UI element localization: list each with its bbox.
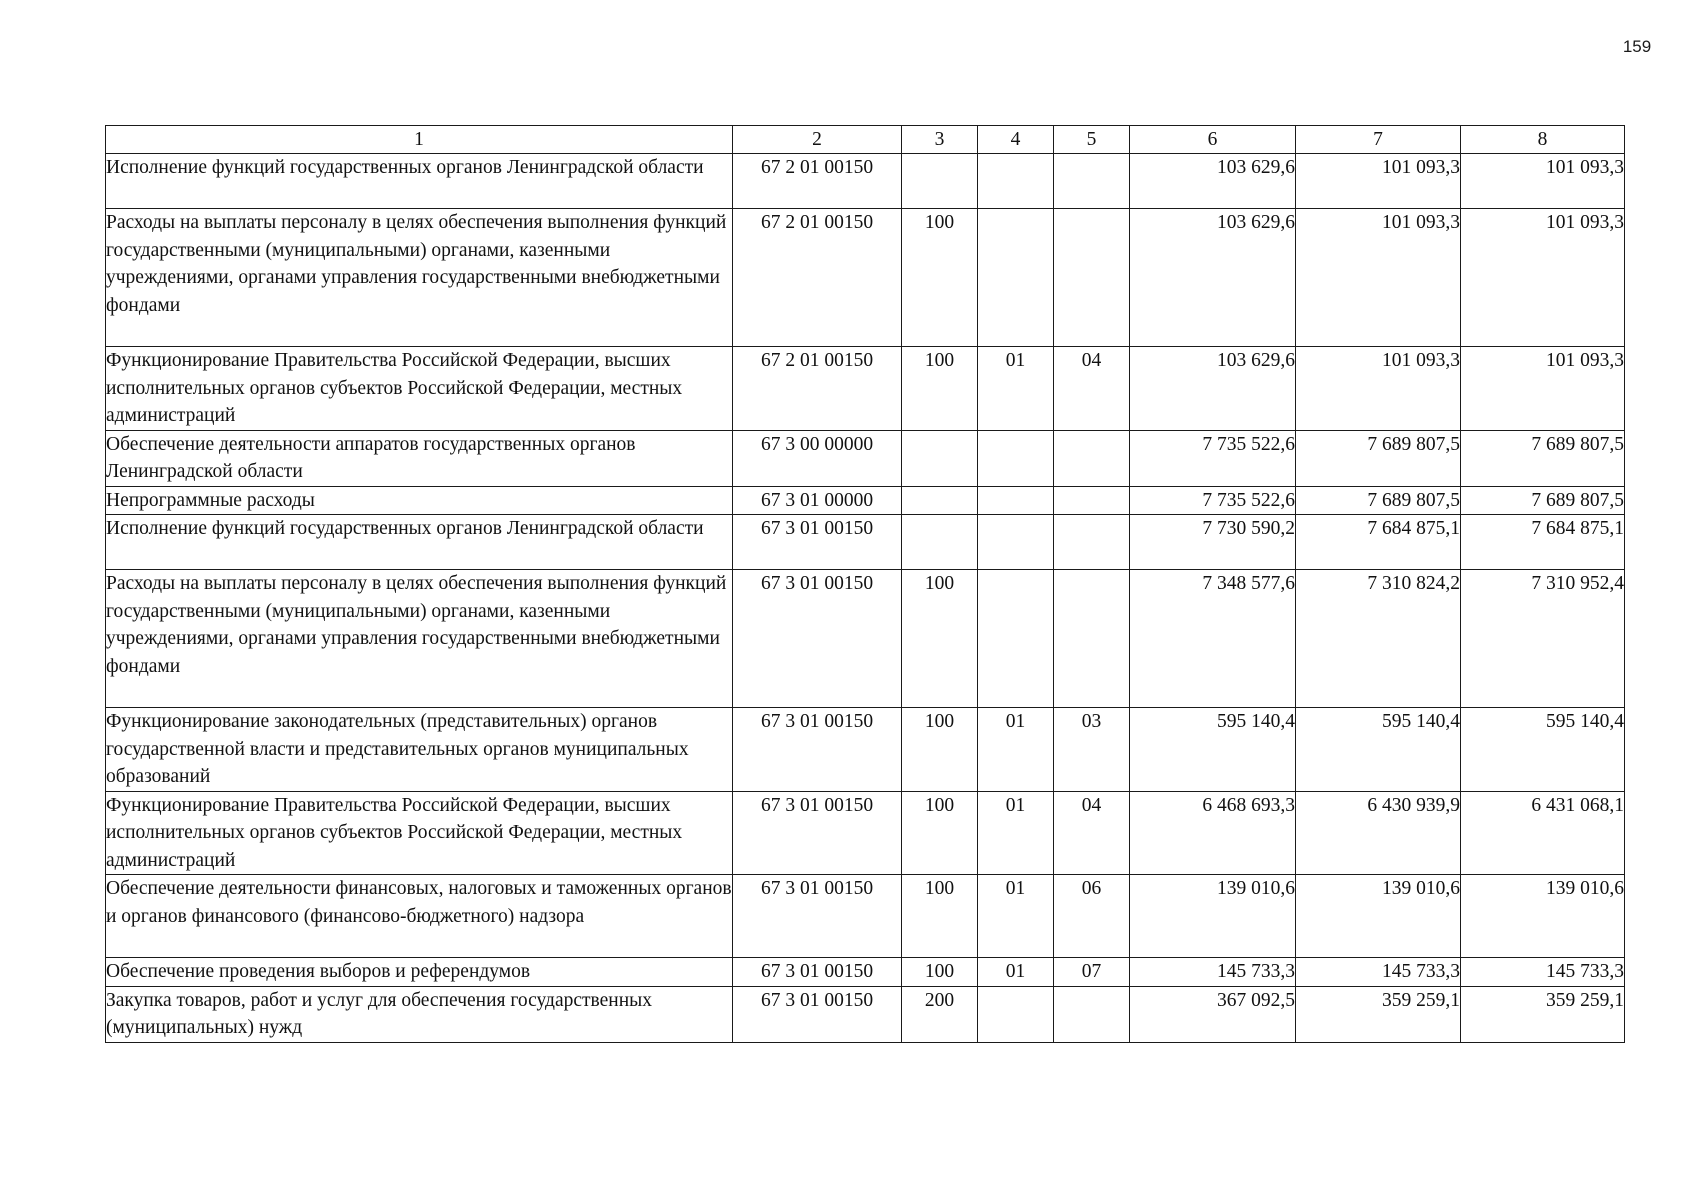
subsection bbox=[1054, 430, 1130, 486]
amount-col7: 145 733,3 bbox=[1296, 958, 1461, 987]
expense-name: Закупка товаров, работ и услуг для обеспечения государственных (муниципальных) нужд bbox=[106, 986, 733, 1042]
amount-col7: 6 430 939,9 bbox=[1296, 791, 1461, 875]
expense-name: Расходы на выплаты персоналу в целях обеспечения выполнения функций государственными (муниципальными) органами, казенными учреждениями, органами управления государственными внебюджетными фондами bbox=[106, 209, 733, 347]
expense-name: Обеспечение проведения выборов и референдумов bbox=[106, 958, 733, 987]
subsection: 04 bbox=[1054, 347, 1130, 431]
expense-name: Обеспечение деятельности аппаратов государственных органов Ленинградской области bbox=[106, 430, 733, 486]
column-header: 4 bbox=[978, 126, 1054, 154]
target-code: 67 3 01 00150 bbox=[733, 986, 902, 1042]
table-row bbox=[106, 875, 1625, 958]
section bbox=[978, 986, 1054, 1042]
amount-col7: 7 310 824,2 bbox=[1296, 570, 1461, 708]
amount-col6: 103 629,6 bbox=[1130, 347, 1296, 431]
amount-col8: 139 010,6 bbox=[1461, 875, 1625, 958]
amount-col7: 7 689 807,5 bbox=[1296, 430, 1461, 486]
expense-name: Непрограммные расходы bbox=[106, 486, 733, 515]
section bbox=[978, 486, 1054, 515]
amount-col7: 101 093,3 bbox=[1296, 209, 1461, 347]
column-header: 6 bbox=[1130, 126, 1296, 154]
target-code: 67 2 01 00150 bbox=[733, 154, 902, 209]
target-code: 67 2 01 00150 bbox=[733, 209, 902, 347]
amount-col6: 103 629,6 bbox=[1130, 209, 1296, 347]
section: 01 bbox=[978, 958, 1054, 987]
expense-type bbox=[902, 154, 978, 209]
section: 01 bbox=[978, 791, 1054, 875]
subsection bbox=[1054, 486, 1130, 515]
amount-col6: 595 140,4 bbox=[1130, 708, 1296, 792]
amount-col8: 7 689 807,5 bbox=[1461, 486, 1625, 515]
expense-type bbox=[902, 486, 978, 515]
column-header: 5 bbox=[1054, 126, 1130, 154]
column-header: 3 bbox=[902, 126, 978, 154]
table-row bbox=[106, 430, 1625, 486]
section bbox=[978, 430, 1054, 486]
amount-col6: 7 735 522,6 bbox=[1130, 486, 1296, 515]
expense-name: Обеспечение деятельности финансовых, налоговых и таможенных органов и органов финансового (финансово-бюджетного) надзора bbox=[106, 875, 733, 958]
subsection bbox=[1054, 570, 1130, 708]
target-code: 67 3 01 00150 bbox=[733, 708, 902, 792]
amount-col8: 145 733,3 bbox=[1461, 958, 1625, 987]
target-code: 67 3 00 00000 bbox=[733, 430, 902, 486]
expense-name: Расходы на выплаты персоналу в целях обеспечения выполнения функций государственными (муниципальными) органами, казенными учреждениями, органами управления государственными внебюджетными фондами bbox=[106, 570, 733, 708]
expense-name: Функционирование законодательных (представительных) органов государственной власти и представительных органов муниципальных образований bbox=[106, 708, 733, 792]
target-code: 67 3 01 00000 bbox=[733, 486, 902, 515]
amount-col8: 101 093,3 bbox=[1461, 209, 1625, 347]
section: 01 bbox=[978, 708, 1054, 792]
expense-type: 100 bbox=[902, 347, 978, 431]
expense-type: 100 bbox=[902, 209, 978, 347]
amount-col7: 595 140,4 bbox=[1296, 708, 1461, 792]
amount-col8: 595 140,4 bbox=[1461, 708, 1625, 792]
table-row bbox=[106, 209, 1625, 347]
amount-col7: 139 010,6 bbox=[1296, 875, 1461, 958]
expense-type bbox=[902, 430, 978, 486]
page-number: 159 bbox=[1622, 37, 1652, 56]
amount-col8: 6 431 068,1 bbox=[1461, 791, 1625, 875]
table-row bbox=[106, 154, 1625, 209]
amount-col6: 139 010,6 bbox=[1130, 875, 1296, 958]
table-row bbox=[106, 515, 1625, 570]
expense-type: 100 bbox=[902, 570, 978, 708]
subsection: 03 bbox=[1054, 708, 1130, 792]
section bbox=[978, 570, 1054, 708]
subsection bbox=[1054, 515, 1130, 570]
expense-type: 100 bbox=[902, 875, 978, 958]
expense-type: 100 bbox=[902, 958, 978, 987]
amount-col8: 101 093,3 bbox=[1461, 154, 1625, 209]
table-row bbox=[106, 986, 1625, 1042]
expense-name: Функционирование Правительства Российской Федерации, высших исполнительных органов субъектов Российской Федерации, местных администраций bbox=[106, 347, 733, 431]
section bbox=[978, 515, 1054, 570]
table-row bbox=[106, 486, 1625, 515]
amount-col6: 7 348 577,6 bbox=[1130, 570, 1296, 708]
amount-col8: 7 684 875,1 bbox=[1461, 515, 1625, 570]
subsection: 07 bbox=[1054, 958, 1130, 987]
subsection: 06 bbox=[1054, 875, 1130, 958]
expense-name: Исполнение функций государственных органов Ленинградской области bbox=[106, 154, 733, 209]
amount-col8: 101 093,3 bbox=[1461, 347, 1625, 431]
section: 01 bbox=[978, 875, 1054, 958]
amount-col6: 7 730 590,2 bbox=[1130, 515, 1296, 570]
amount-col6: 103 629,6 bbox=[1130, 154, 1296, 209]
target-code: 67 3 01 00150 bbox=[733, 875, 902, 958]
expense-type bbox=[902, 515, 978, 570]
table-row bbox=[106, 708, 1625, 792]
subsection bbox=[1054, 209, 1130, 347]
amount-col7: 7 689 807,5 bbox=[1296, 486, 1461, 515]
expense-type: 100 bbox=[902, 708, 978, 792]
amount-col7: 101 093,3 bbox=[1296, 154, 1461, 209]
target-code: 67 2 01 00150 bbox=[733, 347, 902, 431]
column-header: 7 bbox=[1296, 126, 1461, 154]
column-header: 1 bbox=[106, 126, 733, 154]
column-header: 2 bbox=[733, 126, 902, 154]
section bbox=[978, 209, 1054, 347]
column-header: 8 bbox=[1461, 126, 1625, 154]
target-code: 67 3 01 00150 bbox=[733, 570, 902, 708]
amount-col6: 7 735 522,6 bbox=[1130, 430, 1296, 486]
amount-col6: 367 092,5 bbox=[1130, 986, 1296, 1042]
table-row bbox=[106, 347, 1625, 431]
target-code: 67 3 01 00150 bbox=[733, 515, 902, 570]
expense-name: Исполнение функций государственных органов Ленинградской области bbox=[106, 515, 733, 570]
section bbox=[978, 154, 1054, 209]
table-row bbox=[106, 570, 1625, 708]
target-code: 67 3 01 00150 bbox=[733, 958, 902, 987]
table-row bbox=[106, 958, 1625, 987]
table-row bbox=[106, 791, 1625, 875]
budget-table bbox=[105, 125, 1625, 1043]
header-row bbox=[106, 126, 1625, 154]
amount-col8: 7 689 807,5 bbox=[1461, 430, 1625, 486]
amount-col6: 145 733,3 bbox=[1130, 958, 1296, 987]
subsection: 04 bbox=[1054, 791, 1130, 875]
amount-col8: 7 310 952,4 bbox=[1461, 570, 1625, 708]
target-code: 67 3 01 00150 bbox=[733, 791, 902, 875]
amount-col7: 359 259,1 bbox=[1296, 986, 1461, 1042]
subsection bbox=[1054, 986, 1130, 1042]
subsection bbox=[1054, 154, 1130, 209]
amount-col7: 7 684 875,1 bbox=[1296, 515, 1461, 570]
expense-type: 100 bbox=[902, 791, 978, 875]
amount-col8: 359 259,1 bbox=[1461, 986, 1625, 1042]
amount-col6: 6 468 693,3 bbox=[1130, 791, 1296, 875]
amount-col7: 101 093,3 bbox=[1296, 347, 1461, 431]
expense-type: 200 bbox=[902, 986, 978, 1042]
expense-name: Функционирование Правительства Российской Федерации, высших исполнительных органов субъектов Российской Федерации, местных администраций bbox=[106, 791, 733, 875]
section: 01 bbox=[978, 347, 1054, 431]
